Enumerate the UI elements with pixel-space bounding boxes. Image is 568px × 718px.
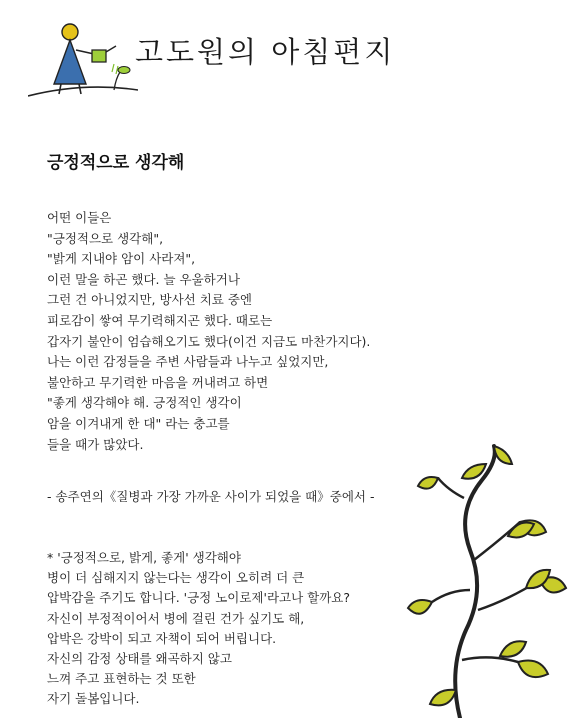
body-line: 불안하고 무기력한 마음을 꺼내려고 하면 xyxy=(47,374,269,390)
note-line: 병이 더 심해지지 않는다는 생각이 오히려 더 큰 xyxy=(47,570,305,586)
body-line: 나는 이런 감정들을 주변 사람들과 나누고 싶었지만, xyxy=(47,354,329,370)
body-line: 암을 이겨내게 한 대" 라는 충고를 xyxy=(47,415,230,431)
vine-plant-icon xyxy=(390,440,568,718)
source-citation: - 송주연의《질병과 가장 가까운 사이가 되었을 때》중에서 - xyxy=(47,489,375,504)
body-line: 이런 말을 하곤 했다. 늘 우울하거나 xyxy=(47,271,240,287)
body-line: "좋게 생각해야 해. 긍정적인 생각이 xyxy=(47,395,242,411)
woman-watering-plant-icon xyxy=(28,18,138,100)
body-line: 피로감이 쌓여 무기력해지곤 했다. 때로는 xyxy=(47,312,273,328)
logo-title: 고도원의 아침편지 xyxy=(135,35,396,69)
note-line: 자기 돌봄입니다. xyxy=(47,691,140,707)
body-line: "긍정적으로 생각해", xyxy=(47,230,164,246)
note-line: 자신이 부정적이어서 병에 걸린 건가 싶기도 해, xyxy=(47,610,305,626)
body-line: 그런 건 아니었지만, 방사선 치료 중엔 xyxy=(47,292,252,308)
note-line: 압박감을 주기도 합니다. '긍정 노이로제'라고나 할까요? xyxy=(47,590,350,606)
note-line: 압박은 강박이 되고 자책이 되어 버립니다. xyxy=(47,630,277,646)
body-line: "밝게 지내야 암이 사라져", xyxy=(47,251,196,267)
editor-note xyxy=(47,548,447,710)
letter-body xyxy=(47,208,447,455)
body-line: 들을 때가 많았다. xyxy=(47,436,144,452)
page-title: 긍정적으로 생각해 xyxy=(47,153,185,173)
note-line: 느껴 주고 표현하는 것 또한 xyxy=(47,671,196,687)
note-line: 자신의 감정 상태를 왜곡하지 않고 xyxy=(47,651,232,667)
body-line: 어떤 이들은 xyxy=(47,210,112,225)
header xyxy=(0,0,568,110)
body-line: 갑자기 불안이 엄습해오기도 했다(이건 지금도 마찬가지다). xyxy=(47,333,371,349)
note-line: * '긍정적으로, 밝게, 좋게' 생각해야 xyxy=(47,550,241,565)
